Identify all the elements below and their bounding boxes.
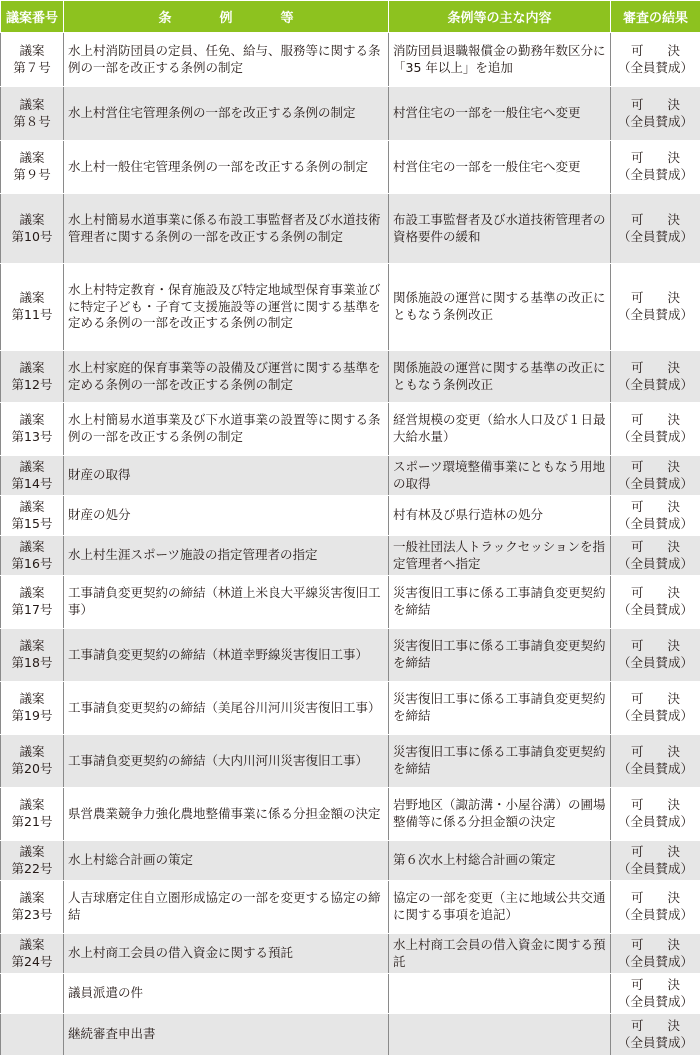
bill-number: 第15号: [1, 516, 63, 533]
ordinance-title-cell: 財産の処分: [64, 496, 389, 536]
verdict-text: 可 決: [611, 150, 700, 167]
vote-detail: （全員賛成）: [611, 814, 700, 831]
ordinance-description-cell: 災害復旧工事に係る工事請負変更契約を締結: [389, 735, 611, 788]
bill-number-cell: [1, 351, 64, 403]
table-row: [1, 496, 700, 536]
bill-number: 第17号: [1, 602, 63, 619]
verdict-text: 可 決: [611, 412, 700, 429]
verdict-text: 可 決: [611, 890, 700, 907]
result-cell: [611, 788, 700, 841]
bill-label: 議案: [1, 212, 63, 229]
bill-label: 議案: [1, 499, 63, 516]
bill-label: 議案: [1, 585, 63, 602]
bill-number: 第10号: [1, 229, 63, 246]
verdict-text: 可 決: [611, 43, 700, 60]
ordinance-title-cell: 水上村営住宅管理条例の一部を改正する条例の制定: [64, 87, 389, 141]
ordinance-title-cell: 県営農業競争力強化農地整備事業に係る分担金額の決定: [64, 788, 389, 841]
vote-detail: （全員賛成）: [611, 167, 700, 184]
result-cell: [611, 87, 700, 141]
ordinance-title-cell: 水上村消防団員の定員、任免、給与、服務等に関する条例の一部を改正する条例の制定: [64, 33, 389, 87]
vote-detail: （全員賛成）: [611, 761, 700, 778]
vote-detail: （全員賛成）: [611, 377, 700, 394]
bill-number: 第14号: [1, 476, 63, 493]
vote-detail: （全員賛成）: [611, 307, 700, 324]
vote-detail: （全員賛成）: [611, 229, 700, 246]
bill-number-cell: [1, 629, 64, 682]
result-cell: [611, 629, 700, 682]
vote-detail: （全員賛成）: [611, 954, 700, 971]
table-row: [1, 264, 700, 351]
result-cell: [611, 841, 700, 881]
bill-number-cell: [1, 403, 64, 456]
verdict-text: 可 決: [611, 290, 700, 307]
result-cell: [611, 194, 700, 264]
bill-label: 議案: [1, 290, 63, 307]
ordinance-title-cell: 工事請負変更契約の締結（林道上米良大平線災害復旧工事）: [64, 576, 389, 629]
table-row: [1, 881, 700, 934]
result-cell: [611, 264, 700, 351]
bill-label: 議案: [1, 539, 63, 556]
vote-detail: （全員賛成）: [611, 556, 700, 573]
ordinance-title-cell: 水上村簡易水道事業及び下水道事業の設置等に関する条例の一部を改正する条例の制定: [64, 403, 389, 456]
bill-number-cell: [1, 735, 64, 788]
result-cell: [611, 536, 700, 576]
result-cell: [611, 33, 700, 87]
bill-number-cell: [1, 881, 64, 934]
bill-number: 第23号: [1, 907, 63, 924]
result-cell: [611, 141, 700, 194]
header-title-text: 条例等: [158, 11, 341, 26]
ordinance-description-cell: 村営住宅の一部を一般住宅へ変更: [389, 141, 611, 194]
table-row: [1, 682, 700, 735]
bill-label: 議案: [1, 412, 63, 429]
ordinance-description-cell: [389, 1014, 611, 1056]
ordinance-description-cell: 災害復旧工事に係る工事請負変更契約を締結: [389, 576, 611, 629]
verdict-text: 可 決: [611, 937, 700, 954]
bill-number-cell: [1, 141, 64, 194]
bill-label: 議案: [1, 638, 63, 655]
result-cell: [611, 456, 700, 496]
ordinance-description-cell: 経営規模の変更（給水人口及び１日最大給水量）: [389, 403, 611, 456]
ordinance-title-cell: 継続審査申出書: [64, 1014, 389, 1056]
vote-detail: （全員賛成）: [611, 708, 700, 725]
verdict-text: 可 決: [611, 1018, 700, 1035]
table-row: [1, 351, 700, 403]
result-cell: [611, 351, 700, 403]
bill-number-cell: [1, 536, 64, 576]
bill-number: 第８号: [1, 114, 63, 131]
ordinance-description-cell: 消防団員退職報償金の勤務年数区分に「35 年以上」を追加: [389, 33, 611, 87]
table-row: [1, 629, 700, 682]
vote-detail: （全員賛成）: [611, 114, 700, 131]
bill-label: 議案: [1, 150, 63, 167]
header-title: [64, 1, 389, 33]
vote-detail: （全員賛成）: [611, 994, 700, 1011]
header-result: 審査の結果: [611, 1, 700, 33]
ordinance-title-cell: 人吉球磨定住自立圏形成協定の一部を変更する協定の締結: [64, 881, 389, 934]
verdict-text: 可 決: [611, 499, 700, 516]
bill-label: 議案: [1, 744, 63, 761]
bill-number-cell: [1, 1014, 64, 1056]
bill-number: 第16号: [1, 556, 63, 573]
bill-number: 第21号: [1, 814, 63, 831]
bill-label: 議案: [1, 937, 63, 954]
ordinance-title-cell: 水上村簡易水道事業に係る布設工事監督者及び水道技術管理者に関する条例の一部を改正する条例の制定: [64, 194, 389, 264]
ordinance-title-cell: 水上村家庭的保育事業等の設備及び運営に関する基準を定める条例の一部を改正する条例の制定: [64, 351, 389, 403]
table-row: [1, 1014, 700, 1056]
table-row: [1, 456, 700, 496]
result-cell: [611, 881, 700, 934]
bill-label: 議案: [1, 691, 63, 708]
bill-label: 議案: [1, 459, 63, 476]
table-row: [1, 403, 700, 456]
table-row: [1, 934, 700, 974]
bill-label: 議案: [1, 360, 63, 377]
result-cell: [611, 682, 700, 735]
bill-number-cell: [1, 576, 64, 629]
bill-number-cell: [1, 974, 64, 1014]
verdict-text: 可 決: [611, 797, 700, 814]
ordinance-title-cell: 工事請負変更契約の締結（大内川河川災害復旧工事）: [64, 735, 389, 788]
bill-number-cell: [1, 264, 64, 351]
ordinance-description-cell: 一般社団法人トラックセッションを指定管理者へ指定: [389, 536, 611, 576]
verdict-text: 可 決: [611, 539, 700, 556]
vote-detail: （全員賛成）: [611, 907, 700, 924]
table-row: [1, 735, 700, 788]
ordinance-description-cell: 災害復旧工事に係る工事請負変更契約を締結: [389, 682, 611, 735]
ordinance-title-cell: 水上村特定教育・保育施設及び特定地域型保育事業並びに特定子ども・子育て支援施設等の運営に関する基準を定める条例の一部を改正する条例の制定: [64, 264, 389, 351]
verdict-text: 可 決: [611, 459, 700, 476]
ordinance-title-cell: 議員派遣の件: [64, 974, 389, 1014]
bill-number-cell: [1, 841, 64, 881]
vote-detail: （全員賛成）: [611, 429, 700, 446]
ordinance-description-cell: 村営住宅の一部を一般住宅へ変更: [389, 87, 611, 141]
bill-number-cell: [1, 194, 64, 264]
verdict-text: 可 決: [611, 844, 700, 861]
vote-detail: （全員賛成）: [611, 60, 700, 77]
ordinance-title-cell: 水上村一般住宅管理条例の一部を改正する条例の制定: [64, 141, 389, 194]
ordinance-title-cell: 工事請負変更契約の締結（林道幸野線災害復旧工事）: [64, 629, 389, 682]
bill-number-cell: [1, 788, 64, 841]
bill-label: 議案: [1, 797, 63, 814]
vote-detail: （全員賛成）: [611, 1035, 700, 1052]
bill-number-cell: [1, 87, 64, 141]
bill-number-cell: [1, 682, 64, 735]
table-row: [1, 194, 700, 264]
ordinance-description-cell: 第６次水上村総合計画の策定: [389, 841, 611, 881]
result-cell: [611, 496, 700, 536]
ordinance-title-cell: 水上村総合計画の策定: [64, 841, 389, 881]
ordinance-description-cell: 村有林及び県行造林の処分: [389, 496, 611, 536]
bill-number: 第18号: [1, 655, 63, 672]
verdict-text: 可 決: [611, 360, 700, 377]
result-cell: [611, 403, 700, 456]
table-row: [1, 536, 700, 576]
ordinance-description-cell: 協定の一部を変更（主に地域公共交通に関する事項を追記）: [389, 881, 611, 934]
bill-number: 第９号: [1, 167, 63, 184]
vote-detail: （全員賛成）: [611, 655, 700, 672]
result-cell: [611, 735, 700, 788]
ordinance-description-cell: 関係施設の運営に関する基準の改正にともなう条例改正: [389, 351, 611, 403]
bill-number: 第11号: [1, 307, 63, 324]
ordinance-description-cell: 岩野地区（諏訪溝・小屋谷溝）の圃場整備等に係る分担金額の決定: [389, 788, 611, 841]
bill-number: 第19号: [1, 708, 63, 725]
bill-number: 第７号: [1, 60, 63, 77]
result-cell: [611, 1014, 700, 1056]
table-row: [1, 576, 700, 629]
result-cell: [611, 934, 700, 974]
result-cell: [611, 974, 700, 1014]
bill-number: 第22号: [1, 861, 63, 878]
bill-number-cell: [1, 496, 64, 536]
verdict-text: 可 決: [611, 212, 700, 229]
ordinance-title-cell: 財産の取得: [64, 456, 389, 496]
bill-number-cell: [1, 456, 64, 496]
table-header-row: [1, 1, 700, 33]
ordinance-title-cell: 水上村生涯スポーツ施設の指定管理者の指定: [64, 536, 389, 576]
ordinance-description-cell: 水上村商工会員の借入資金に関する預託: [389, 934, 611, 974]
bill-label: 議案: [1, 890, 63, 907]
bill-number: 第13号: [1, 429, 63, 446]
verdict-text: 可 決: [611, 638, 700, 655]
table-row: [1, 33, 700, 87]
vote-detail: （全員賛成）: [611, 516, 700, 533]
table-row: [1, 141, 700, 194]
ordinance-title-cell: 工事請負変更契約の締結（美尾谷川河川災害復旧工事）: [64, 682, 389, 735]
table-row: [1, 87, 700, 141]
ordinance-description-cell: 布設工事監督者及び水道技術管理者の資格要件の緩和: [389, 194, 611, 264]
bill-number-cell: [1, 33, 64, 87]
header-description: 条例等の主な内容: [389, 1, 611, 33]
bill-number: 第12号: [1, 377, 63, 394]
bill-number: 第24号: [1, 954, 63, 971]
vote-detail: （全員賛成）: [611, 476, 700, 493]
ordinance-description-cell: 関係施設の運営に関する基準の改正にともなう条例改正: [389, 264, 611, 351]
bill-label: 議案: [1, 844, 63, 861]
verdict-text: 可 決: [611, 977, 700, 994]
header-number: 議案番号: [1, 1, 64, 33]
bill-number: 第20号: [1, 761, 63, 778]
verdict-text: 可 決: [611, 744, 700, 761]
result-cell: [611, 576, 700, 629]
verdict-text: 可 決: [611, 585, 700, 602]
bill-number-cell: [1, 934, 64, 974]
ordinance-description-cell: 災害復旧工事に係る工事請負変更契約を締結: [389, 629, 611, 682]
ordinance-title-cell: 水上村商工会員の借入資金に関する預託: [64, 934, 389, 974]
vote-detail: （全員賛成）: [611, 602, 700, 619]
bill-label: 議案: [1, 43, 63, 60]
vote-detail: （全員賛成）: [611, 861, 700, 878]
table-row: [1, 788, 700, 841]
table-row: [1, 974, 700, 1014]
verdict-text: 可 決: [611, 691, 700, 708]
ordinance-description-cell: スポーツ環境整備事業にともなう用地の取得: [389, 456, 611, 496]
bill-label: 議案: [1, 97, 63, 114]
table-row: [1, 841, 700, 881]
ordinance-description-cell: [389, 974, 611, 1014]
verdict-text: 可 決: [611, 97, 700, 114]
